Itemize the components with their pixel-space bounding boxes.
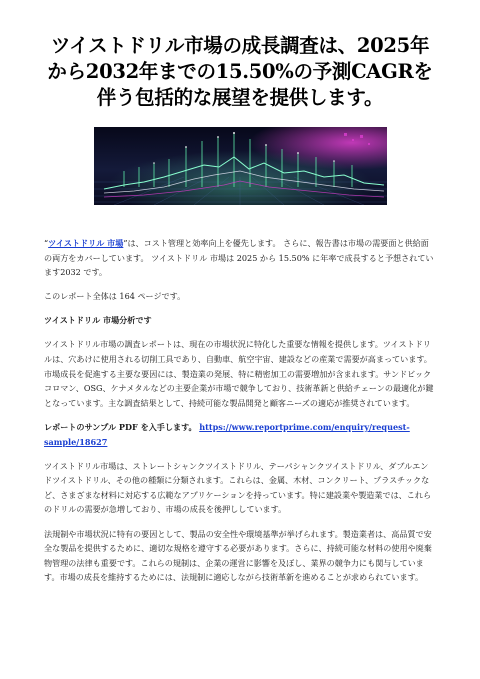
document-title: ツイストドリル市場の成長調査は、2025年から2032年までの15.50%の予測CAGRを伴う包括的な展望を提供します。: [47, 34, 433, 109]
hero-image: [94, 127, 387, 205]
pdf-label: レポートのサンプル PDF を入手します。: [44, 421, 197, 432]
intro-paragraph: [44, 236, 436, 280]
analysis-heading: ツイストドリル 市場分析です: [44, 315, 152, 326]
pages-line: このレポート全体は 164 ページです。: [44, 291, 186, 302]
pdf-paragraph: [44, 420, 436, 449]
regulation-paragraph: 法規制や市場状況に特有の要因として、製品の安全性や環境基準が挙げられます。製造業者は、高品質で安全な製品を提供するために、適切な規格を遵守する必要があります。さらに、持続可能な材料の使用や廃棄物管理の法律も重要です。これらの規制は、企業の運営に影響を及ぼし、業界の競争力にも関与しています。市場の成長を維持するためには、法規制に適応しながら技術革新を進めることが求められています。: [44, 528, 432, 583]
analysis-paragraph: ツイストドリル市場の調査レポートは、現在の市場状況に特化した重要な情報を提供します。ツイストドリルは、穴あけに使用される切削工具であり、自動車、航空宇宙、建設などの産業で需要が高まっています。市場成長を促進する主要な要因には、製造業の発展、特に精密加工の需要増加が含まれます。サンドビックコロマン、OSG、ケナメタルなどの主要企業が市場で競争しており、技術革新と供給チェーンの最適化が鍵となっています。主な調査結果として、持続可能な製品開発と顧客ニーズの適応が推奨されています。: [44, 339, 434, 408]
article-body: [44, 236, 436, 585]
market-link[interactable]: ツイストドリル 市場: [48, 238, 124, 248]
quote-mark: “: [44, 238, 49, 248]
types-paragraph: ツイストドリル市場は、ストレートシャンクツイストドリル、テーパシャンクツイストドリル、ダブルエンドツイストドリル、その他の種類に分類されます。これらは、金属、木材、コンクリート、プラスチックなど、さまざまな材料に対応する広範なアプリケーションを持っています。特に建設業や製造業では、これらのドリルの需要が急増しており、市場の成長を後押ししています。: [44, 460, 432, 515]
intro-text: ”は、コスト管理と効率向上を優先します。 さらに、報告書は市場の需要面と供給面の両方をカバーしています。 ツイストドリル 市場は 2025 から 15.50% に年率で成長すると予想されています2032 です。: [44, 238, 434, 278]
sample-pdf-link[interactable]: https://www.reportprime.com/enquiry/request-sample/18627: [44, 421, 410, 447]
